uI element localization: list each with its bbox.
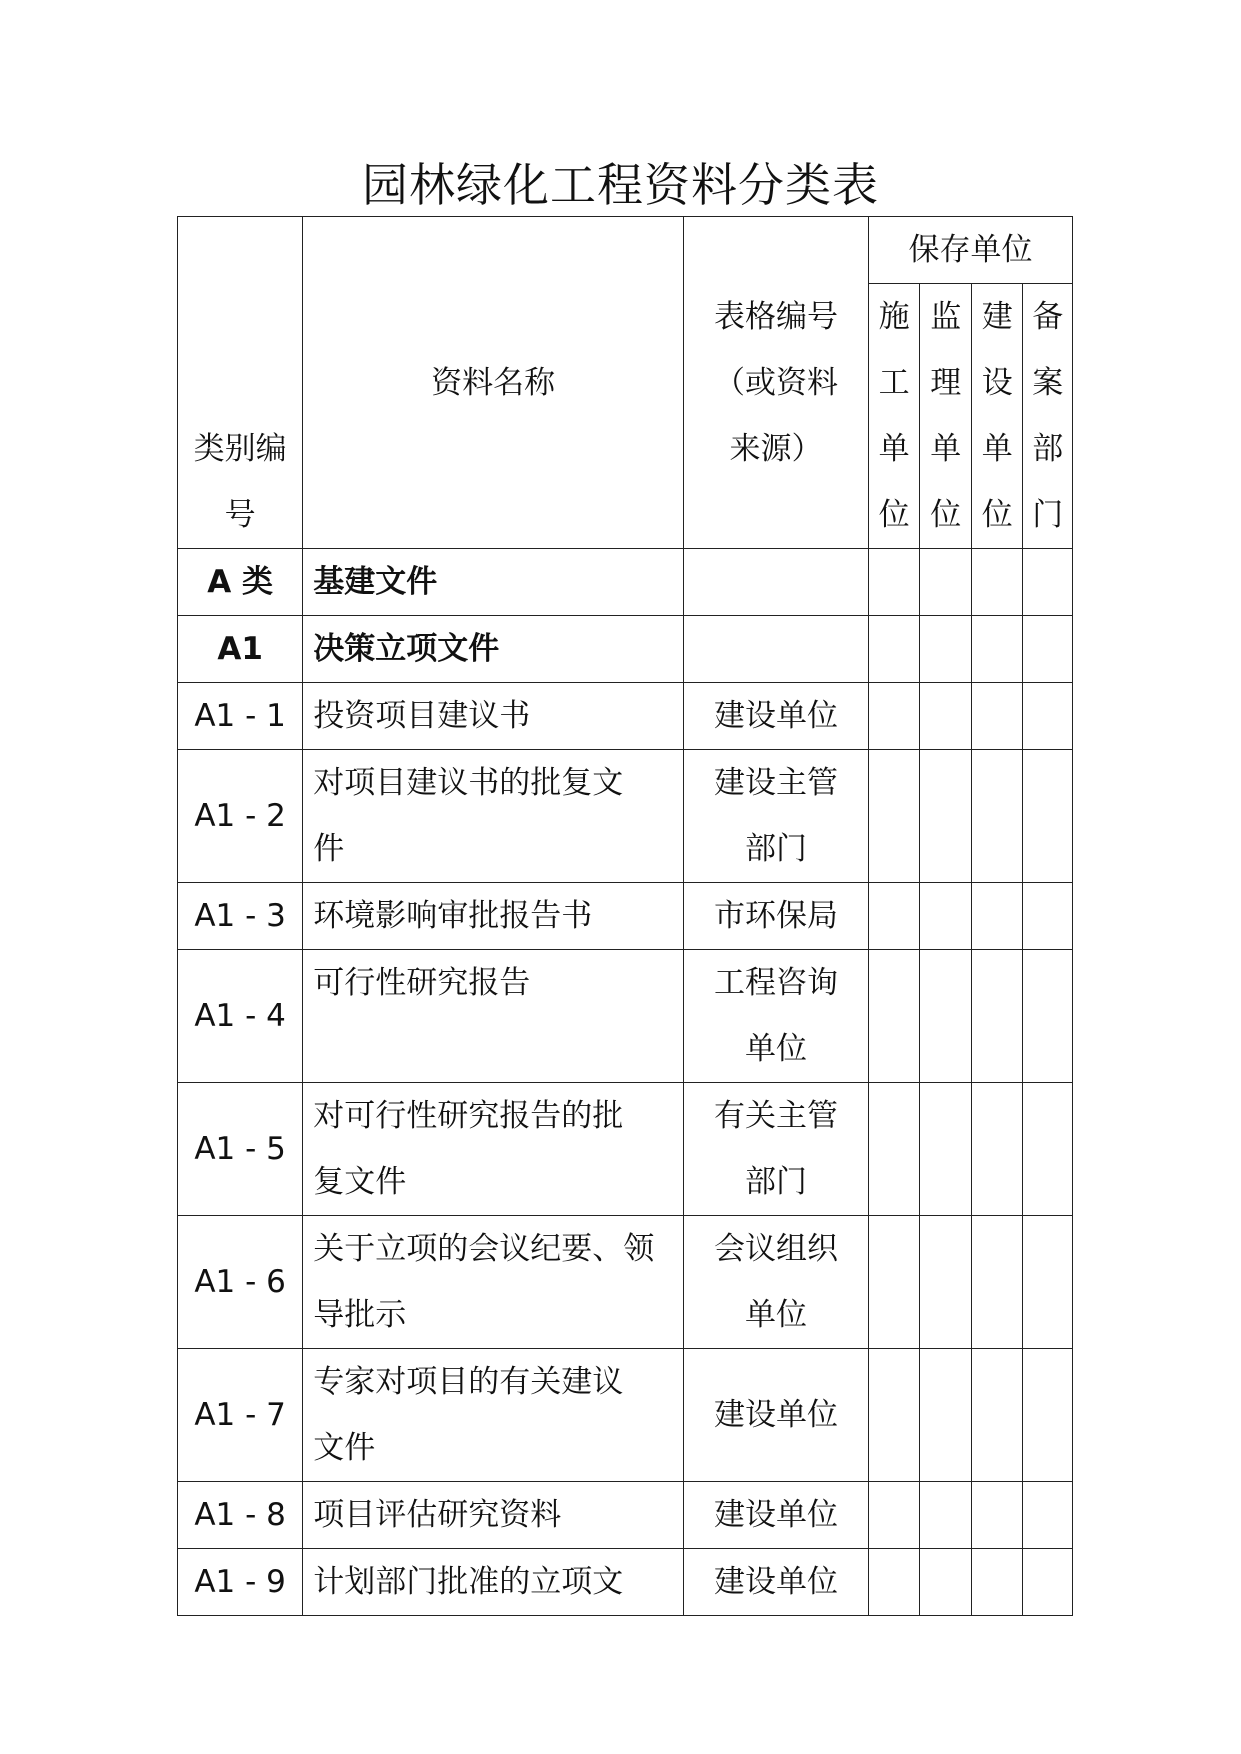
header-unit-char: 部 <box>1032 431 1064 467</box>
row-storage-mark <box>1023 750 1073 883</box>
header-unit-char: 门 <box>1032 497 1064 533</box>
row-storage-mark <box>868 750 920 883</box>
table-row <box>178 883 1073 950</box>
row-source-line: 建设主管 <box>714 765 838 801</box>
row-storage-mark <box>971 1083 1023 1216</box>
row-source-line: 单位 <box>745 1297 807 1333</box>
row-storage-mark <box>920 950 972 1083</box>
header-unit-char: 位 <box>878 497 910 533</box>
row-storage-mark <box>868 683 920 750</box>
header-unit-char: 建 <box>981 299 1013 335</box>
row-storage-mark <box>868 1083 920 1216</box>
row-source-line: 部门 <box>745 831 807 867</box>
header-form-number-line-1: 表格编号 <box>714 298 838 335</box>
row-source-line: 有关主管 <box>714 1098 838 1134</box>
row-material-name: 项目评估研究资料 <box>303 1482 684 1549</box>
row-storage-mark <box>868 950 920 1083</box>
row-source <box>684 1216 869 1349</box>
row-source: 市环保局 <box>684 883 869 950</box>
row-material-name <box>303 1216 684 1349</box>
row-storage-mark <box>971 1482 1023 1549</box>
row-material-name: 计划部门批准的立项文 <box>303 1549 684 1616</box>
row-storage-mark <box>1023 1349 1073 1482</box>
header-unit-char: 单 <box>981 431 1013 467</box>
row-source: 建设单位 <box>684 1349 869 1482</box>
row-storage-mark <box>971 1216 1023 1349</box>
row-source <box>684 750 869 883</box>
row-storage-mark <box>920 616 972 683</box>
row-storage-mark <box>1023 1216 1073 1349</box>
header-unit-char: 施 <box>878 299 910 335</box>
header-form-number-line-2: （或资料 <box>714 364 838 401</box>
table-row <box>178 616 1073 683</box>
header-category-code-line-1: 类别编 <box>193 431 287 467</box>
row-material-name-line: 导批示 <box>313 1297 407 1333</box>
header-unit-char: 监 <box>930 299 962 335</box>
header-unit-2 <box>971 284 1023 549</box>
row-source <box>684 950 869 1083</box>
header-unit-char: 备 <box>1032 299 1064 335</box>
row-material-name <box>303 750 684 883</box>
row-category-code: A1 - 5 <box>178 1083 303 1216</box>
header-unit-0 <box>868 284 920 549</box>
header-unit-char: 工 <box>878 365 910 401</box>
row-category-code: A1 - 9 <box>178 1549 303 1616</box>
row-storage-mark <box>868 1482 920 1549</box>
row-storage-mark <box>1023 950 1073 1083</box>
header-unit-1 <box>920 284 972 549</box>
row-storage-mark <box>971 750 1023 883</box>
header-unit-3 <box>1023 284 1073 549</box>
row-category-code: A1 <box>178 616 303 683</box>
row-storage-mark <box>920 1083 972 1216</box>
row-material-name <box>303 950 684 1083</box>
row-category-code: A1 - 6 <box>178 1216 303 1349</box>
row-storage-mark <box>868 1349 920 1482</box>
row-source-line: 单位 <box>745 1031 807 1067</box>
header-category-code-line-2: 号 <box>224 497 256 533</box>
row-category-code: A1 - 1 <box>178 683 303 750</box>
row-material-name <box>303 1083 684 1216</box>
row-material-name: 基建文件 <box>303 549 684 616</box>
row-material-name <box>303 1349 684 1482</box>
header-unit-char: 位 <box>981 497 1013 533</box>
row-storage-mark <box>920 883 972 950</box>
header-unit-char: 设 <box>981 365 1013 401</box>
row-source <box>684 1083 869 1216</box>
row-storage-mark <box>1023 616 1073 683</box>
row-storage-mark <box>868 883 920 950</box>
table-row <box>178 950 1073 1083</box>
row-storage-mark <box>1023 549 1073 616</box>
row-material-name-line: 关于立项的会议纪要、领 <box>313 1231 655 1267</box>
row-source: 建设单位 <box>684 1482 869 1549</box>
row-material-name: 投资项目建议书 <box>303 683 684 750</box>
row-category-code: A1 - 8 <box>178 1482 303 1549</box>
header-category-code <box>178 217 303 549</box>
row-material-name-line: 可行性研究报告 <box>313 965 531 1001</box>
header-material-name: 资料名称 <box>303 217 684 549</box>
row-storage-mark <box>920 1482 972 1549</box>
header-unit-char: 单 <box>878 431 910 467</box>
row-storage-mark <box>920 1549 972 1616</box>
page-title: 园林绿化工程资料分类表 <box>362 158 879 212</box>
row-source-line: 工程咨询 <box>714 965 838 1001</box>
row-storage-mark <box>868 1216 920 1349</box>
row-storage-mark <box>920 1349 972 1482</box>
row-material-name-line: 对项目建议书的批复文 <box>313 765 624 801</box>
header-unit-char: 位 <box>930 497 962 533</box>
table-row <box>178 1083 1073 1216</box>
row-material-name-line: 专家对项目的有关建议 <box>313 1364 624 1400</box>
header-form-number <box>684 217 869 549</box>
table-row <box>178 1482 1073 1549</box>
classification-table <box>177 216 1073 1616</box>
row-material-name-line: 复文件 <box>313 1164 407 1200</box>
row-category-code: A1 - 7 <box>178 1349 303 1482</box>
table-row <box>178 1549 1073 1616</box>
header-unit-char: 案 <box>1032 365 1064 401</box>
row-category-code: A1 - 2 <box>178 750 303 883</box>
row-material-name-line: 件 <box>313 831 345 867</box>
row-storage-mark <box>920 683 972 750</box>
row-material-name: 决策立项文件 <box>303 616 684 683</box>
table-row <box>178 1349 1073 1482</box>
row-source <box>684 616 869 683</box>
row-material-name-line: 对可行性研究报告的批 <box>313 1098 624 1134</box>
row-category-code: A1 - 3 <box>178 883 303 950</box>
row-storage-mark <box>971 549 1023 616</box>
row-storage-mark <box>1023 1549 1073 1616</box>
row-category-code: A 类 <box>178 549 303 616</box>
row-storage-mark <box>971 683 1023 750</box>
row-storage-mark <box>920 1216 972 1349</box>
row-material-name: 环境影响审批报告书 <box>303 883 684 950</box>
row-source: 建设单位 <box>684 683 869 750</box>
row-source-line: 部门 <box>745 1164 807 1200</box>
row-storage-mark <box>868 616 920 683</box>
header-storage-group: 保存单位 <box>868 217 1072 284</box>
row-storage-mark <box>868 549 920 616</box>
row-material-name-line: 文件 <box>313 1430 376 1466</box>
row-storage-mark <box>1023 683 1073 750</box>
row-storage-mark <box>1023 883 1073 950</box>
row-source <box>684 549 869 616</box>
row-storage-mark <box>971 1349 1023 1482</box>
table-row <box>178 750 1073 883</box>
header-unit-char: 理 <box>930 365 962 401</box>
row-storage-mark <box>920 549 972 616</box>
row-storage-mark <box>1023 1482 1073 1549</box>
row-storage-mark <box>971 616 1023 683</box>
row-source-line: 会议组织 <box>714 1231 838 1267</box>
table-row <box>178 1216 1073 1349</box>
table-row <box>178 683 1073 750</box>
table-row <box>178 549 1073 616</box>
row-storage-mark <box>971 1549 1023 1616</box>
row-source: 建设单位 <box>684 1549 869 1616</box>
header-form-number-line-3: 来源） <box>729 430 823 467</box>
row-category-code: A1 - 4 <box>178 950 303 1083</box>
row-storage-mark <box>868 1549 920 1616</box>
row-storage-mark <box>971 950 1023 1083</box>
row-storage-mark <box>971 883 1023 950</box>
row-storage-mark <box>920 750 972 883</box>
header-unit-char: 单 <box>930 431 962 467</box>
row-storage-mark <box>1023 1083 1073 1216</box>
